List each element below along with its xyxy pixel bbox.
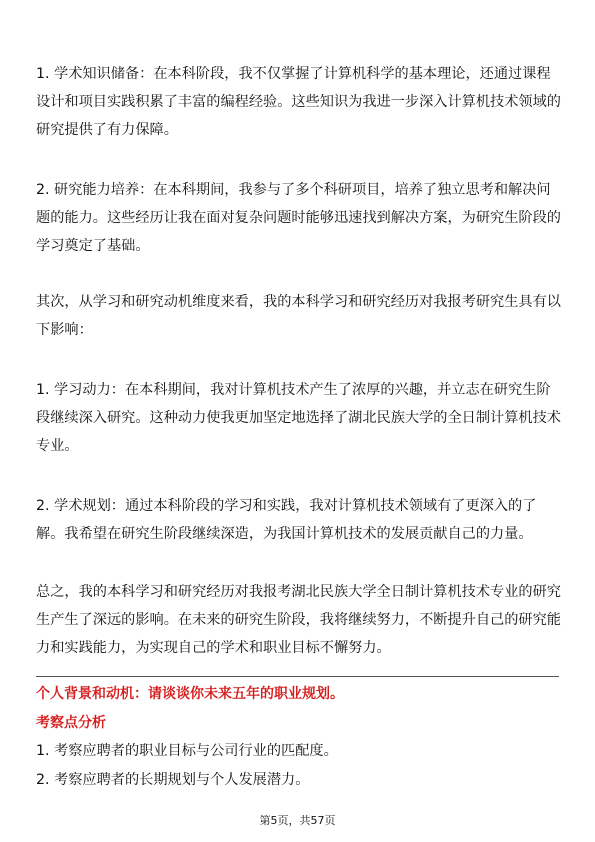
analysis-heading: 考察点分析	[36, 715, 106, 731]
paragraph-academic-planning: 2. 学术规划：通过本科阶段的学习和实践，我对计算机技术领域有了更深入的了解。我希望在研究生阶段继续深造，为我国计算机技术的发展贡献自己的力量。	[36, 498, 537, 542]
paragraph-learning-motivation: 1. 学习动力：在本科期间，我对计算机技术产生了浓厚的兴趣，并立志在研究生阶段继续深入研究。这种动力使我更加坚定地选择了湖北民族大学的全日制计算机技术专业。	[36, 382, 561, 454]
question-title: 个人背景和动机：请谈谈你未来五年的职业规划。	[36, 686, 344, 702]
paragraph-conclusion: 总之，我的本科学习和研究经历对我报考湖北民族大学全日制计算机技术专业的研究生产生了深远的影响。在未来的研究生阶段，我将继续努力，不断提升自己的研究能力和实践能力，为实现自己的学术和职业目标不懈努力。	[36, 584, 561, 656]
paragraph-academic-knowledge: 1. 学术知识储备：在本科阶段，我不仅掌握了计算机科学的基本理论，还通过课程设计和项目实践积累了丰富的编程经验。这些知识为我进一步深入计算机技术领域的研究提供了有力保障。	[36, 66, 561, 138]
paragraph-research-ability: 2. 研究能力培养：在本科期间，我参与了多个科研项目，培养了独立思考和解决问题的能力。这些经历让我在面对复杂问题时能够迅速找到解决方案，为研究生阶段的学习奠定了基础。	[36, 182, 561, 254]
section-divider	[36, 676, 559, 677]
page-number: 第5页，共57页	[259, 814, 336, 827]
analysis-point-1: 1. 考察应聘者的职业目标与公司行业的匹配度。	[36, 743, 338, 759]
analysis-point-2: 2. 考察应聘者的长期规划与个人发展潜力。	[36, 772, 310, 788]
paragraph-motivation-intro: 其次，从学习和研究动机维度来看，我的本科学习和研究经历对我报考研究生具有以下影响：	[36, 294, 561, 338]
